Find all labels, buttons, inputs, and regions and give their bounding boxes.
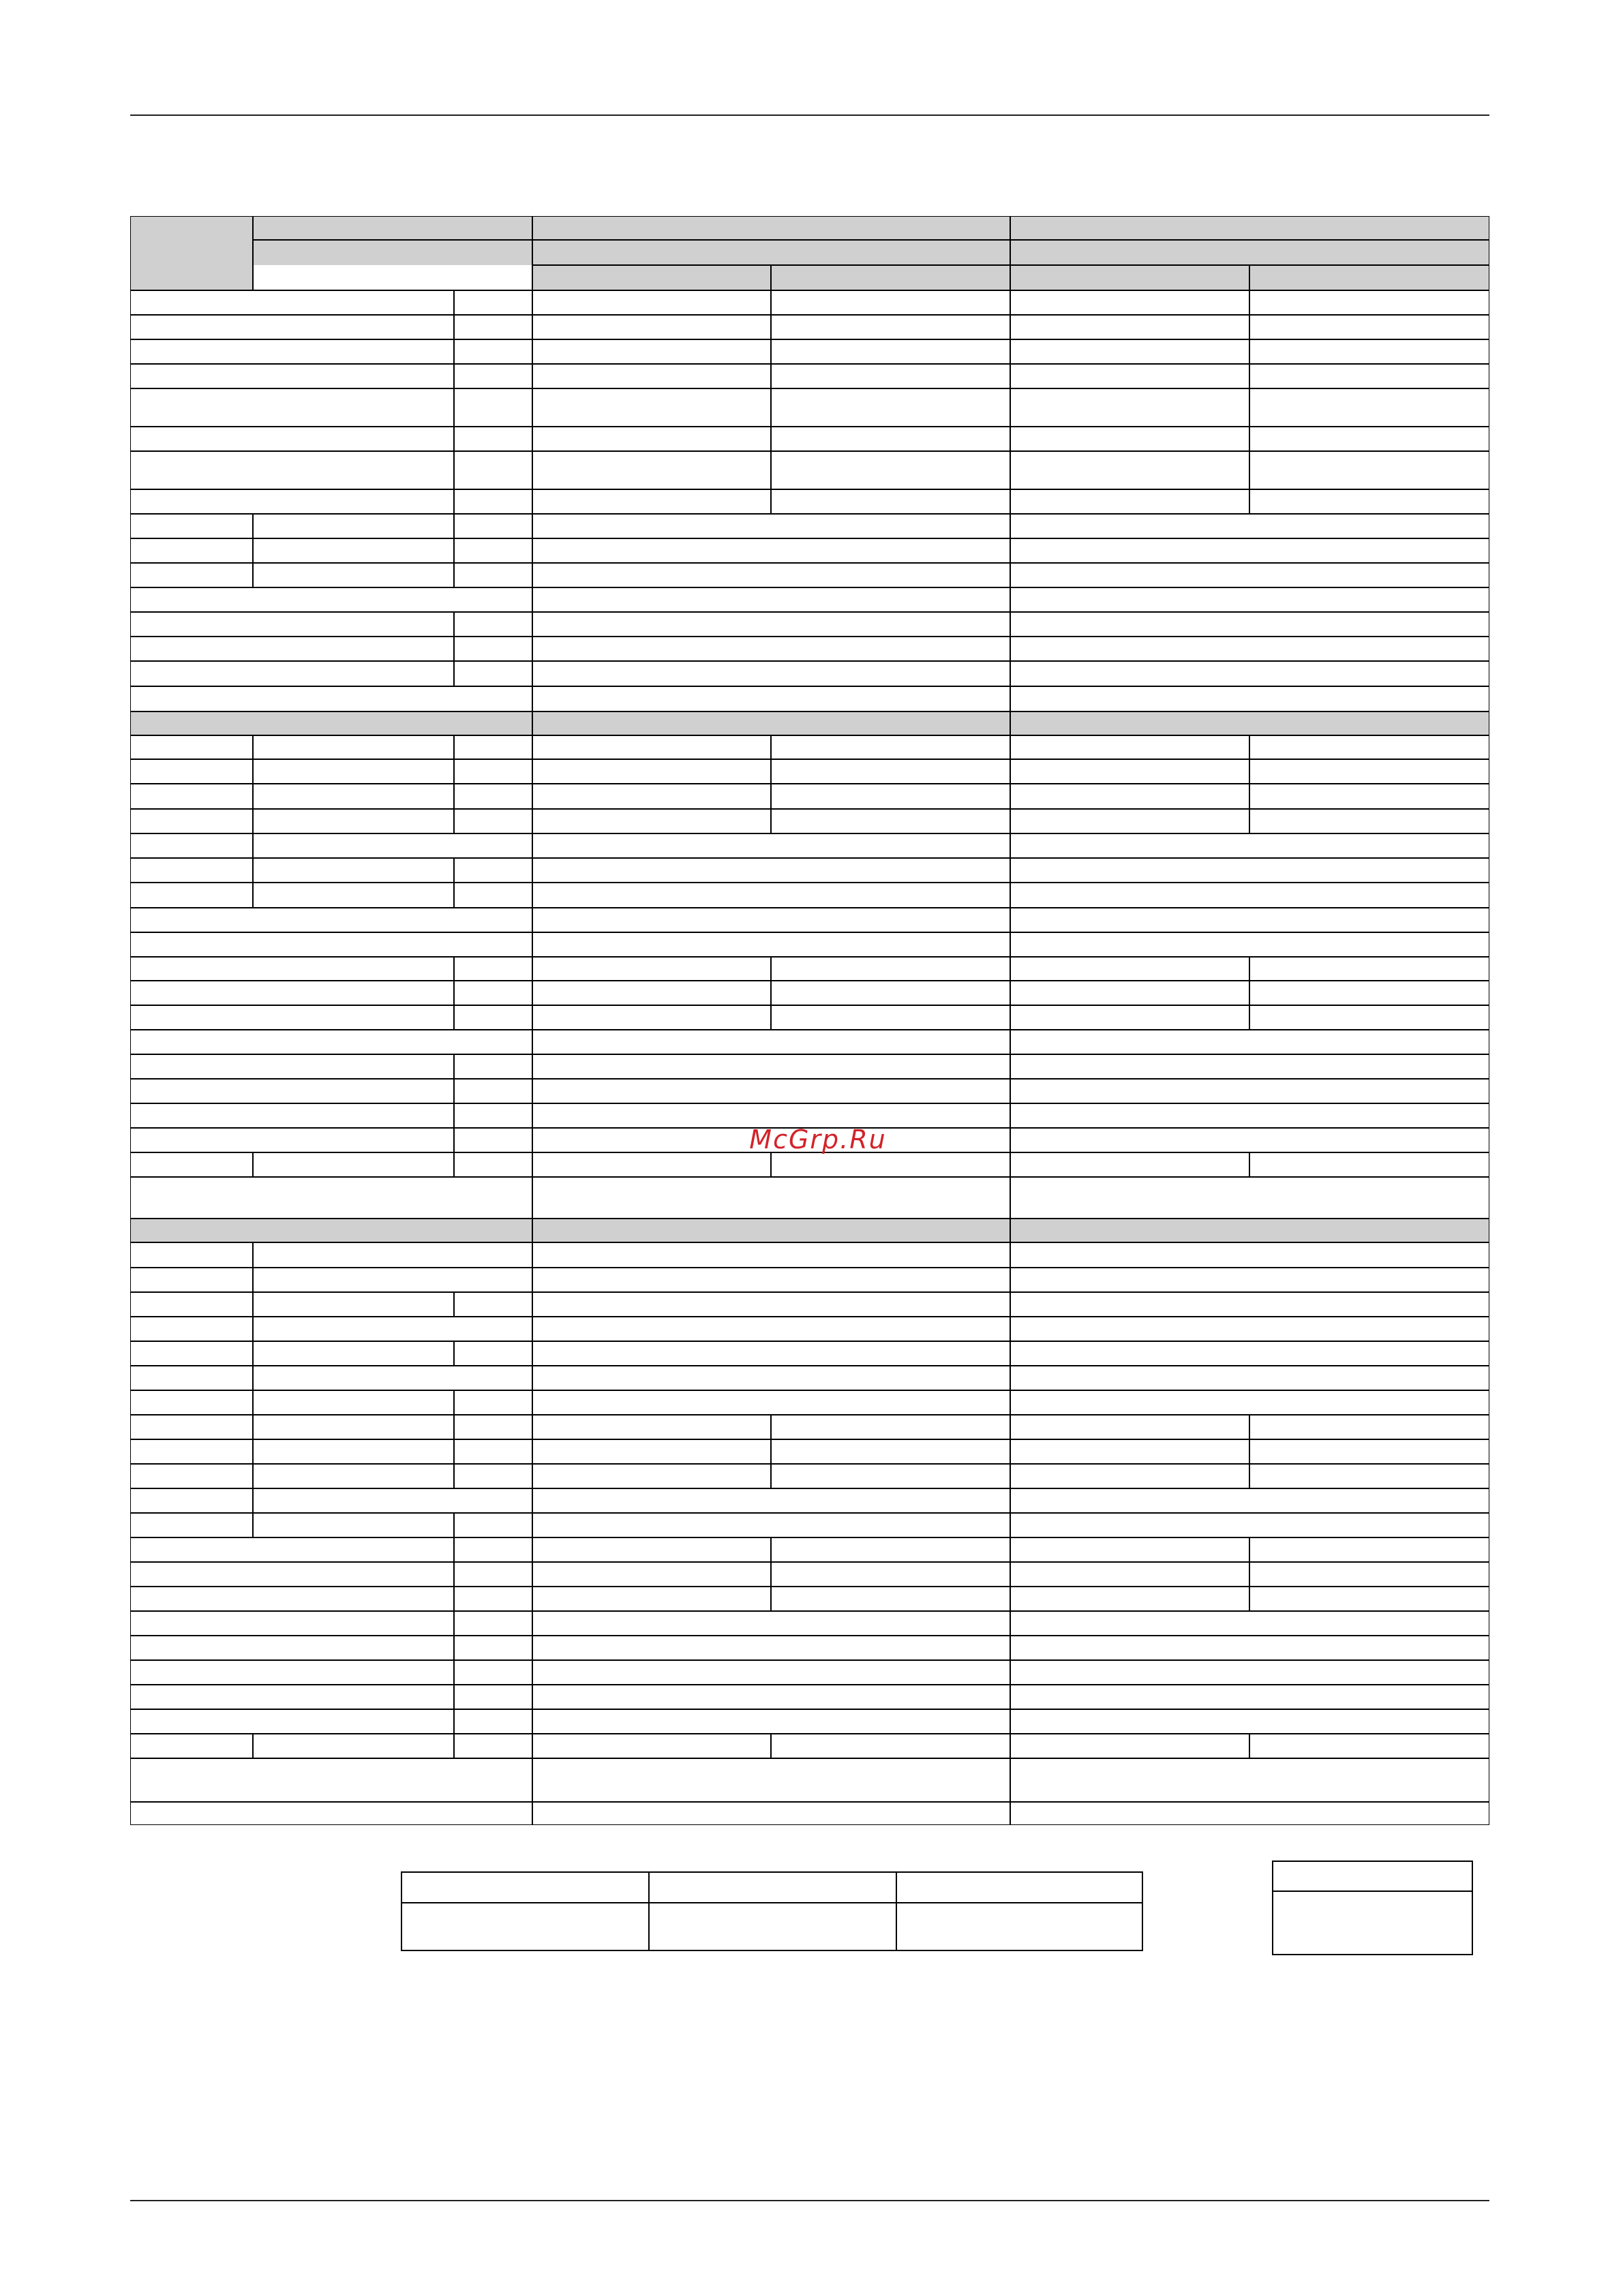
note-box-divider bbox=[1273, 1891, 1472, 1892]
legend-row-divider bbox=[402, 1902, 1142, 1903]
specification-table bbox=[130, 216, 1489, 1825]
bottom-rule bbox=[130, 2200, 1489, 2201]
note-box bbox=[1272, 1861, 1473, 1955]
section-band-outdoor bbox=[130, 1219, 1489, 1242]
section-band-indoor bbox=[130, 711, 1489, 735]
legend-col-divider bbox=[896, 1873, 897, 1950]
header-corner-cell bbox=[130, 216, 253, 290]
watermark-text: McGrp.Ru bbox=[749, 1124, 887, 1154]
legend-col-divider bbox=[648, 1873, 650, 1950]
bottom-legend-table bbox=[401, 1871, 1143, 1951]
top-rule bbox=[130, 114, 1489, 116]
